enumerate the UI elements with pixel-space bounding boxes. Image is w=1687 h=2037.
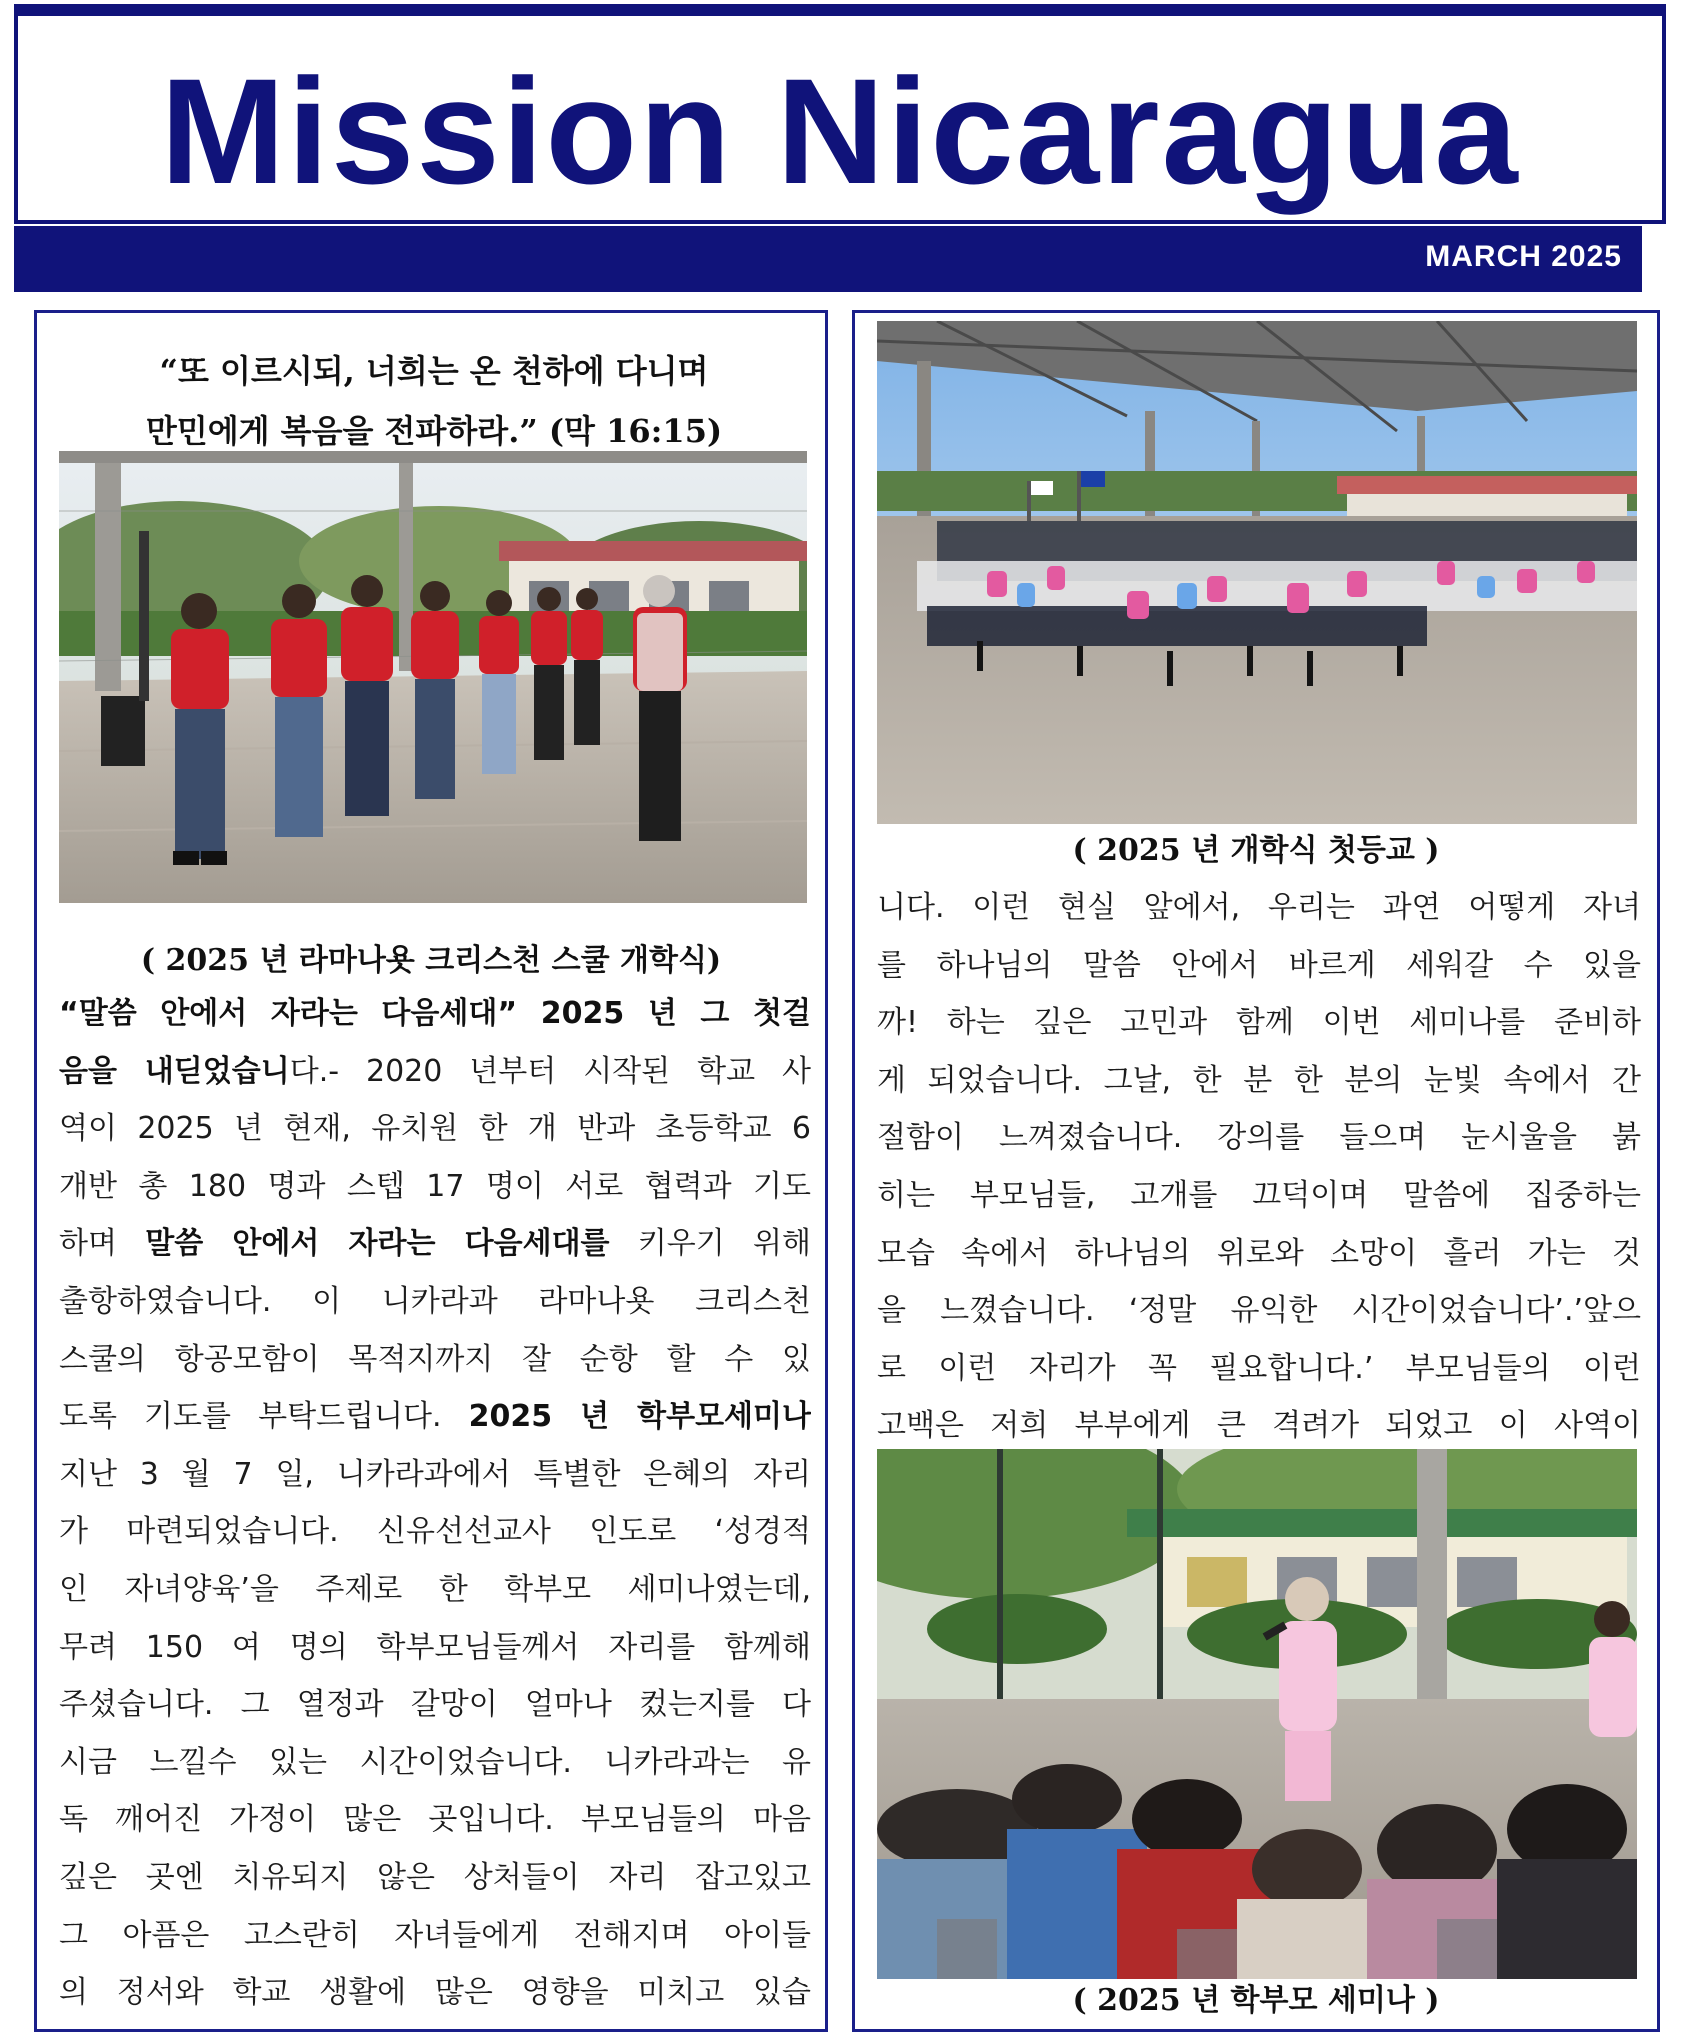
left-article [59,985,811,2022]
article-line: 그 아픔은 고스란히 자녀들에게 전해지며 아이들 [59,1917,811,1953]
article-line: 인 자녀양육’을 주제로 한 학부모 세미나였는데, [59,1571,811,1607]
issue-date: MARCH 2025 [1425,240,1622,273]
article-line: 깊은 곳엔 치유되지 않은 상처들이 자리 잡고있고 [59,1859,811,1895]
date-bar [14,226,1642,292]
first-day-photo-illustration [877,321,1637,824]
article-text: 도록 기도를 부탁드립니다. [59,1399,469,1435]
article-bold-text: 음을 내딛었습니 [59,1053,290,1089]
article-line: 고백은 저희 부부에게 큰 격려가 되었고 이 사역이 [877,1408,1641,1444]
school-opening-photo [59,451,807,903]
article-line: 히는 부모님들, 고개를 끄덕이며 말씀에 집중하는 [877,1177,1641,1213]
newsletter-title: Mission Nicaragua [160,47,1520,215]
article-line: 를 하나님의 말씀 안에서 바르게 세워갈 수 있을 [877,947,1641,983]
school-opening-photo-illustration [59,451,807,903]
article-text: 다.- 2020 년부터 시작된 학교 사 [289,1053,811,1089]
article-line [59,985,811,1043]
parent-seminar-photo-illustration [877,1449,1637,1979]
parent-seminar-photo [877,1449,1637,1979]
article-line: 스쿨의 항공모함이 목적지까지 잘 순항 할 수 있 [59,1341,811,1377]
article-bold-text: 말씀 안에서 자라는 다음세대를 [145,1226,610,1262]
article-bold-text: “말씀 안에서 자라는 다음세대” 2025 년 그 첫걸 [59,996,811,1031]
article-line: 의 정서와 학교 생활에 많은 영향을 미치고 있습 [59,1975,811,2011]
article-line: 지난 3 월 7 일, 니카라과에서 특별한 은혜의 자리 [59,1456,811,1492]
article-line: 로 이런 자리가 꼭 필요합니다.’ 부모님들의 이런 [877,1350,1641,1386]
first-day-photo [877,321,1637,824]
article-line: 독 깨어진 가정이 많은 곳입니다. 부모님들의 마음 [59,1802,811,1838]
first-day-caption: ( 2025 년 개학식 첫등교 ) [1072,833,1440,868]
right-article [877,879,1641,1455]
article-line: 가 마련되었습니다. 신유선선교사 인도로 ‘성경적 [59,1514,811,1550]
article-line: 시금 느낄수 있는 시간이었습니다. 니카라과는 유 [59,1744,811,1780]
article-line: 주셨습니다. 그 열정과 갈망이 얼마나 컸는지를 다 [59,1687,811,1723]
article-text: 하며 [59,1226,146,1262]
bible-verse [67,341,801,461]
article-bold-text: 2025 년 학부모세미나 [468,1399,811,1435]
article-line: 니다. 이런 현실 앞에서, 우리는 과연 어떻게 자녀 [877,890,1641,925]
article-line: 모습 속에서 하나님의 위로와 소망이 흘러 가는 것 [877,1235,1641,1271]
article-line: 무려 150 여 명의 학부모님들께서 자리를 함께해 [59,1629,811,1665]
article-line: 게 되었습니다. 그날, 한 분 한 분의 눈빛 속에서 간 [877,1062,1641,1098]
article-line [59,1215,811,1273]
verse-line: 만민에게 복음을 전파하라.” (막 16:15) [145,412,723,450]
article-line: 까! 하는 깊은 고민과 함께 이번 세미나를 준비하 [877,1005,1641,1041]
article-line: 역이 2025 년 현재, 유치원 한 개 반과 초등학교 6 [59,1111,811,1147]
article-line [59,1388,811,1446]
article-text: 키우기 위해 [609,1226,811,1262]
school-opening-caption: ( 2025 년 라마나욧 크리스천 스쿨 개학식) [140,943,722,978]
article-line: 출항하였습니다. 이 니카라과 라마나욧 크리스천 [59,1283,811,1319]
left-column [34,310,828,2032]
masthead [14,4,1666,224]
parent-seminar-caption: ( 2025 년 학부모 세미나 ) [1072,1983,1440,2018]
article-line: 을 느꼈습니다. ‘정말 유익한 시간이었습니다’.’앞으 [877,1293,1641,1329]
article-line: 절함이 느껴졌습니다. 강의를 들으며 눈시울을 붉 [877,1120,1641,1156]
article-line: 개반 총 180 명과 스텝 17 명이 서로 협력과 기도 [59,1168,811,1204]
verse-line: “또 이르시되, 너희는 온 천하에 다니며 [159,352,709,390]
right-column [852,310,1660,2032]
article-line [59,1043,811,1101]
